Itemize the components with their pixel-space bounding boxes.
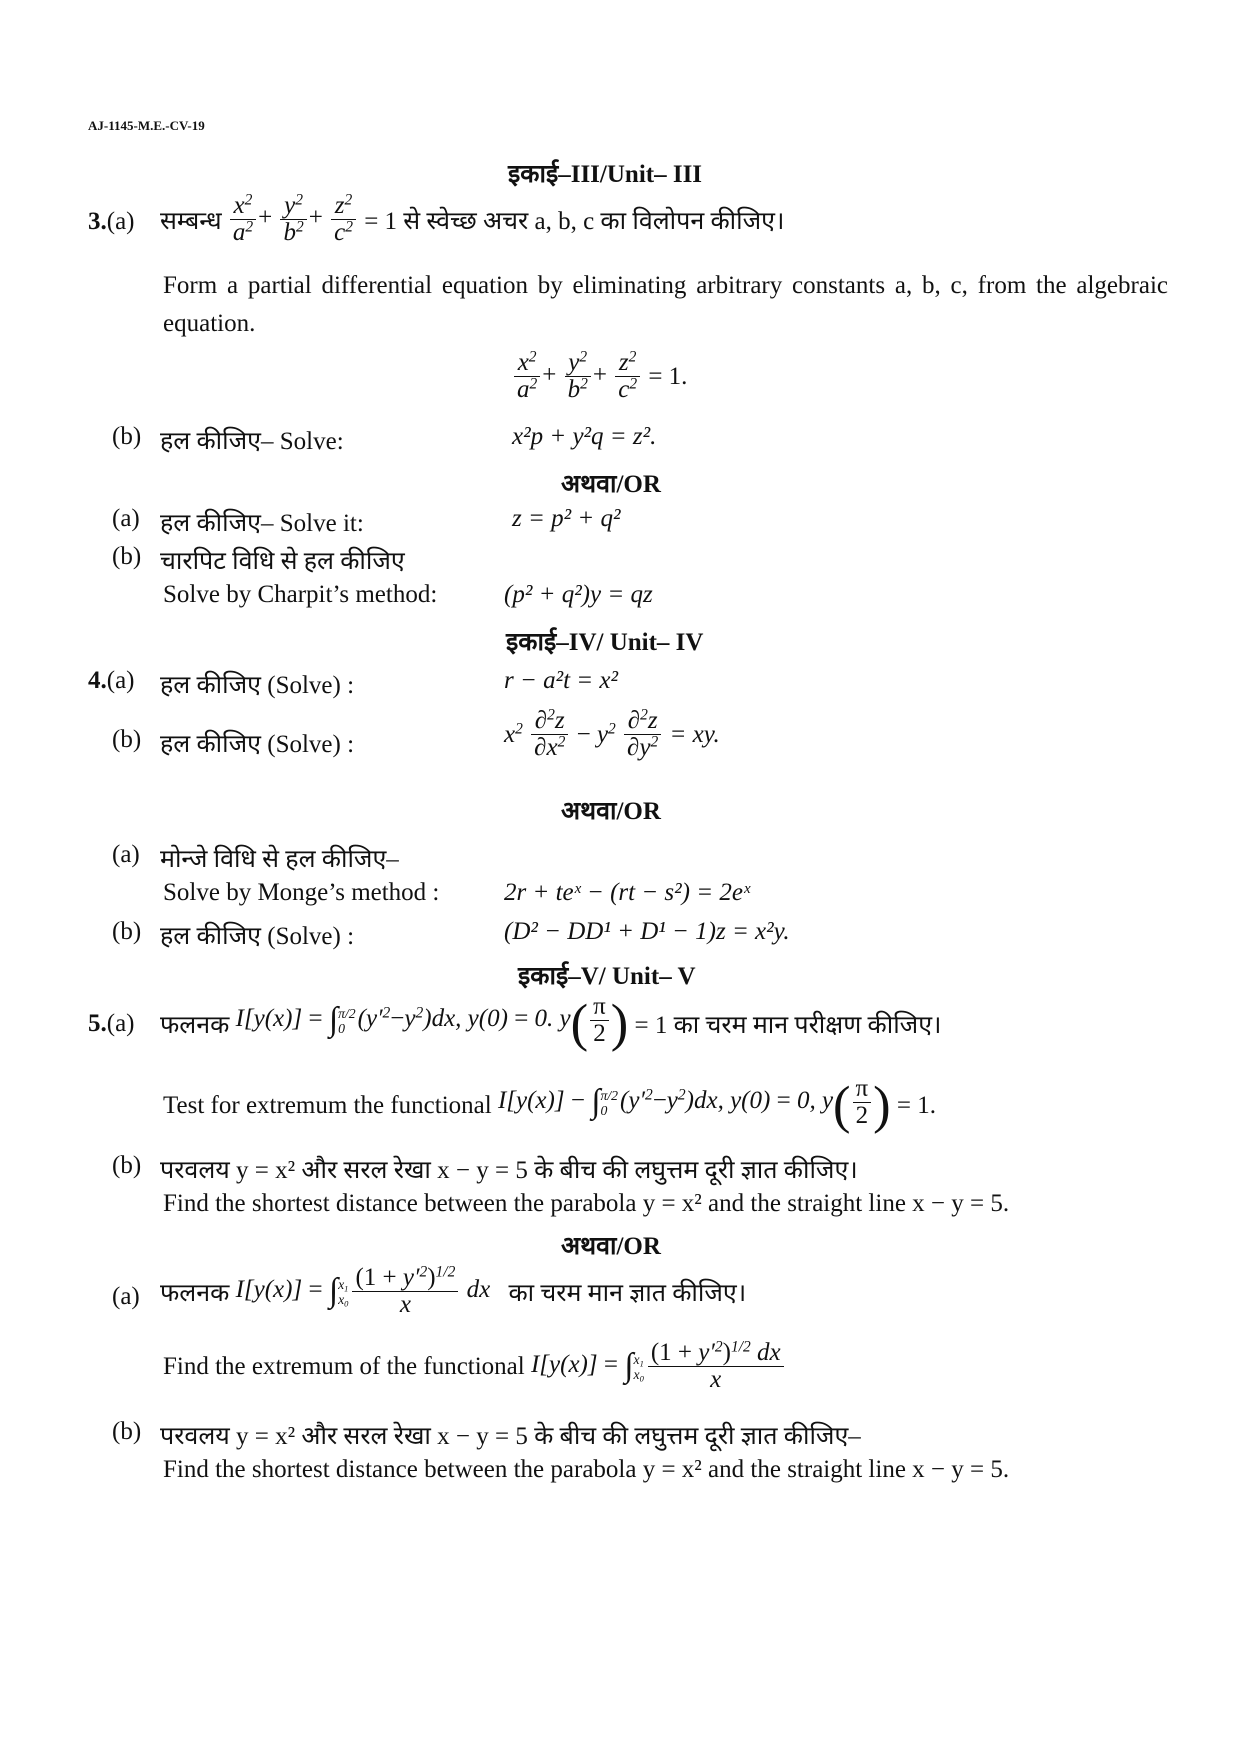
or-divider: अथवा/OR — [561, 471, 661, 498]
ellipsoid-equation: $\frac{x^2}{a^2}$ + $\frac{y^2}{b^2}$ + $\frac{z^2}{c^2}$ — [228, 204, 364, 231]
question-4a — [88, 667, 135, 695]
question-3b-alt-label: Solve by Charpit’s method: — [163, 581, 438, 608]
question-5b-alt-hindi: परवलय y = x² और सरल रेखा x − y = 5 के बीच की लघुत्तम दूरी ज्ञात कीजिए– — [160, 1423, 861, 1450]
question-5a — [88, 1010, 135, 1038]
question-4a-alt-part: (a) — [112, 841, 140, 868]
question-3b-alt-equation: (p² + q²)y = qz — [504, 581, 653, 608]
question-4b-alt-part: (b) — [112, 918, 142, 945]
question-4b-label: हल कीजिए (Solve) : — [160, 731, 355, 758]
question-5b-hindi: परवलय y = x² और सरल रेखा x − y = 5 के बीच की लघुत्तम दूरी ज्ञात कीजिए। — [160, 1157, 858, 1184]
hindi-text: सम्बन्ध — [160, 207, 222, 235]
question-3b-alt-hindi: चारपिट विधि से हल कीजिए — [160, 548, 405, 575]
question-number: 4. — [88, 667, 107, 694]
unit-4-heading: इकाई–IV/ Unit– IV — [506, 629, 704, 656]
hindi-text: = 1 से स्वेच्छ अचर a, b, c का विलोपन कीजिए। — [364, 207, 785, 235]
question-5a-alt-english: Find the extremum of the functional I[y(x)] = ∫ $x_1$ $x_0$ $\frac{(1 + y'^2)^{1/2} dx}{x}$ — [163, 1340, 786, 1394]
question-number: 5. — [88, 1010, 107, 1037]
question-3b-equation: x²p + y²q = z². — [512, 423, 657, 450]
question-3a-english: Form a partial differential equation by eliminating arbitrary constants a, b, c, from the algebraic equation. — [163, 272, 1168, 337]
functional-expression: I[y(x)] = ∫ $x_1$ $x_0$ $\frac{(1 + y'^2)^{1/2}}{x}$ dx — [235, 1263, 497, 1319]
question-number: 3. — [88, 208, 107, 235]
question-5a-statement: फलनक I[y(x)] = ∫ π/2 0 $(y'^2-y^2)dx$, y(0) = 0. y( $\frac{\pi}{2}$ ) = 1 का चरम मान परीक्षण कीजिए। — [160, 993, 942, 1054]
functional-expression: I[y(x)] − ∫ π/2 0 $(y'^2-y^2)dx$, y(0) = 0, y( $\frac{\pi}{2}$ ) — [497, 1075, 891, 1136]
document-code: AJ-1145-M.E.-CV-19 — [88, 118, 205, 133]
question-3a-alt-equation: z = p² + q² — [512, 505, 621, 532]
question-3a — [88, 208, 135, 236]
question-3a-alt-label: हल कीजिए– Solve it: — [160, 510, 364, 537]
functional-expression: I[y(x)] = ∫ π/2 0 $(y'^2-y^2)dx$, y(0) = 0. y( $\frac{\pi}{2}$ ) — [235, 993, 629, 1054]
question-3b-alt-part: (b) — [112, 543, 142, 570]
question-5b-part: (b) — [112, 1152, 142, 1179]
question-4b-alt-equation: (D² − DD¹ + D¹ − 1)z = x²y. — [504, 918, 790, 945]
question-part: (a) — [106, 208, 135, 235]
question-4a-label: हल कीजिए (Solve) : — [160, 672, 355, 699]
question-5a-alt-statement: फलनक I[y(x)] = ∫ $x_1$ $x_0$ $\frac{(1 + y'^2)^{1/2}}{x}$ dx का चरम मान ज्ञात कीजिए। — [160, 1263, 747, 1319]
question-5b-alt-part: (b) — [112, 1418, 142, 1445]
unit-3-heading: इकाई–III/Unit– III — [508, 161, 703, 188]
question-3a-alt-part: (a) — [112, 505, 140, 532]
question-5a-alt-part: (a) — [112, 1283, 140, 1310]
unit-5-heading: इकाई–V/ Unit– V — [518, 963, 696, 990]
question-3a-statement — [160, 193, 784, 247]
question-3b-label: हल कीजिए– Solve: — [160, 428, 344, 455]
question-4a-equation: r − a²t = x² — [504, 667, 619, 694]
question-4b-part: (b) — [112, 726, 142, 753]
question-4a-alt-equation: 2r + teˣ − (rt − s²) = 2eˣ — [504, 879, 751, 906]
or-divider: अथवा/OR — [561, 1233, 661, 1260]
functional-expression: I[y(x)] = ∫ $x_1$ $x_0$ $\frac{(1 + y'^2)^{1/2} dx}{x}$ — [531, 1351, 786, 1378]
question-5b-alt-english: Find the shortest distance between the parabola y = x² and the straight line x − y = 5. — [163, 1456, 1010, 1483]
question-3a-equation: $\frac{x^2}{a^2}$ + $\frac{y^2}{b^2}$ + $\frac{z^2}{c^2}$ = 1. — [512, 350, 687, 404]
question-3b-part: (b) — [112, 423, 142, 450]
question-part: (a) — [106, 1010, 135, 1037]
question-part: (a) — [106, 667, 135, 694]
question-4b-alt-label: हल कीजिए (Solve) : — [160, 923, 355, 950]
or-divider: अथवा/OR — [561, 798, 661, 825]
question-5a-english: Test for extremum the functional I[y(x)] − ∫ π/2 0 $(y'^2-y^2)dx$, y(0) = 0, y( $\frac{\pi}{2}$ ) = 1. — [163, 1075, 936, 1136]
question-4a-alt-hindi: मोन्जे विधि से हल कीजिए– — [160, 846, 399, 873]
question-4a-alt-label: Solve by Monge’s method : — [163, 879, 440, 906]
question-5b-english: Find the shortest distance between the parabola y = x² and the straight line x − y = 5. — [163, 1190, 1010, 1217]
question-4b-equation: $x^2$ $\frac{\partial^2z}{\partial x^2}$ − $y^2$ $\frac{\partial^2z}{\partial y^2}$ = xy. — [504, 706, 720, 762]
